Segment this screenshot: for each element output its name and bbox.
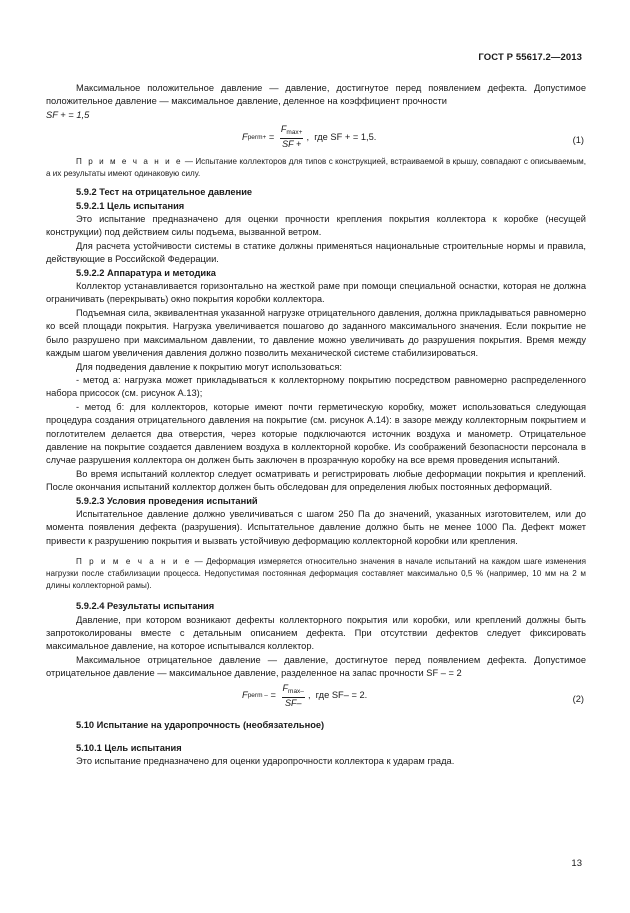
paragraph: Коллектор устанавливается горизонтально на жесткой раме при помощи специальной оснастки, которая не должна ограничивать (перекрывать) окно покрытия коробки коллектора.: [46, 281, 586, 305]
formula-condition: , где SF– = 2.: [307, 689, 368, 700]
note-label: П р и м е ч а н и е: [76, 557, 192, 567]
fraction-denominator: SF–: [284, 697, 302, 708]
paragraph: Для подведения давление к покрытию могут использоваться:: [76, 361, 342, 372]
formula-1: [46, 122, 586, 156]
paragraph: Это испытание предназначено для оценки ударопрочности коллектора к ударам града.: [76, 756, 455, 767]
paragraph: Подъемная сила, эквивалентная указанной нагрузке отрицательного давления, должна прикладываться равномерно ко всей площади покрытия. Нагрузка увеличивается пошагово до заданного максимального значения. Если покрытие не было разрушено при максимальном давлении, то давление можно увеличивать до разрушения покрытия. Время между каждым шагом увеличения давления должно позволить механической системе стабилизироваться.: [46, 307, 586, 359]
section-heading: 5.9.2.1 Цель испытания: [76, 200, 185, 211]
formula-number: (1): [572, 135, 584, 146]
formula-fraction: [282, 683, 305, 709]
paragraph: Это испытание предназначено для оценки прочности крепления покрытия коллектора к коробке (несущей конструкции) под действием силы подъема, вызванной ветром.: [46, 214, 586, 238]
safety-factor-text: SF + = 1,5: [46, 109, 90, 120]
formula-condition: , где SF + = 1,5.: [306, 131, 377, 142]
fraction-denominator: SF +: [282, 139, 302, 150]
formula-lhs-sub: perm+: [247, 133, 267, 141]
formula-equals: =: [267, 689, 279, 700]
paragraph: Испытательное давление должно увеличиваться с шагом 250 Па до значений, указанных изготовителем, или до момента появления дефекта (разрушения). Испытательное давление должно быть не менее 1000 Па. Дефект может привести к разрушению покрытия и вызвать устойчивую деформацию коллекторной коробки или крепления.: [46, 508, 586, 546]
section-heading: 5.10 Испытание на ударопрочность (необязательное): [76, 719, 325, 730]
note: [46, 156, 586, 180]
fraction-numerator: F: [282, 682, 289, 693]
section-heading: 5.9.2 Тест на отрицательное давление: [76, 187, 253, 198]
fraction-numerator-sub: max–: [288, 687, 304, 695]
note-text: — Испытание коллекторов для типов с конструкцией, встраиваемой в крышу, совпадают с описываемым, а их результаты имеют одинаковую силу.: [46, 157, 586, 179]
fraction-numerator-sub: max+: [286, 129, 303, 137]
formula-expression: [242, 683, 367, 709]
list-item: - метод б: для коллекторов, которые имеют почти герметическую коробку, может использоваться следующая процедура создания отрицательного давления на покрытие (см. рисунок А.14): в зазоре между коллекторным покрытием и поглотителем делается два отверстия, через которые подключаются источник воздуха и манометр. Отрицательное давление на покрытие создается давлением воздуха в коллекторной коробке. Из соображений безопасности персонала в случае разрушения коллектора он должен быть заключен в прозрачную коробку на все время проведения испытаний.: [46, 401, 586, 466]
formula-2: [46, 681, 586, 715]
formula-lhs: F: [242, 131, 248, 142]
formula-expression: [242, 124, 376, 150]
section-heading: 5.9.2.2 Аппаратура и методика: [76, 267, 216, 278]
paragraph: Максимальное отрицательное давление — давление, достигнутое перед появлением дефекта. Допустимое отрицательное давление — максимальное давление, разделенное на запас прочности SF – = 2: [46, 654, 586, 679]
paragraph: Давление, при котором возникают дефекты коллекторного покрытия или коробки, или креплений должны быть запротоколированы вместе с детальным описанием дефекта. При отсутствии дефектов следует фиксировать максимальное давление, на которое испытывался коллектор.: [46, 614, 586, 652]
formula-number: (2): [572, 693, 584, 704]
fraction-numerator: F: [280, 124, 287, 135]
page-number: 13: [571, 858, 582, 869]
section-heading: 5.10.1 Цель испытания: [76, 743, 182, 754]
list-item: - метод а: нагрузка может прикладываться к коллекторному покрытию посредством равномерно распределенного набора присосок (см. рисунок А.13);: [46, 374, 586, 399]
note-label: П р и м е ч а н и е: [76, 157, 183, 167]
paragraph: Для расчета устойчивости системы в статике должны применяться национальные строительные нормы и правила, действующие в Российской Федерации.: [46, 240, 586, 265]
formula-fraction: [280, 124, 304, 150]
paragraph: Максимальное положительное давление — давление, достигнутое перед появлением дефекта. Допустимое положительное давление — максимальное давление, деленное на коэффициент прочности: [46, 83, 586, 107]
page-content: [46, 82, 586, 769]
paragraph: Во время испытаний коллектор следует осматривать и регистрировать любые деформации покрытия и креплений. После окончания испытаний коллектор должен быть обследован для определения любых постоянных деформаций.: [46, 468, 586, 493]
section-heading: 5.9.2.3 Условия проведения испытаний: [76, 495, 258, 506]
note-text: — Деформация измеряется относительно значения в начале испытаний на каждом шаге изменения нагрузки после стабилизации процесса. Недопустимая постоянная деформация составляет максимально 0,5 % (например, 10 мм на 2 м длины коллекторной рамы).: [46, 557, 586, 591]
formula-equals: =: [266, 131, 277, 142]
formula-lhs-sub: perm –: [247, 691, 268, 699]
section-heading: 5.9.2.4 Результаты испытания: [76, 601, 215, 612]
document-header: ГОСТ Р 55617.2—2013: [478, 52, 582, 63]
paragraph: [46, 109, 586, 122]
formula-lhs: F: [242, 689, 248, 700]
note: [46, 556, 586, 592]
